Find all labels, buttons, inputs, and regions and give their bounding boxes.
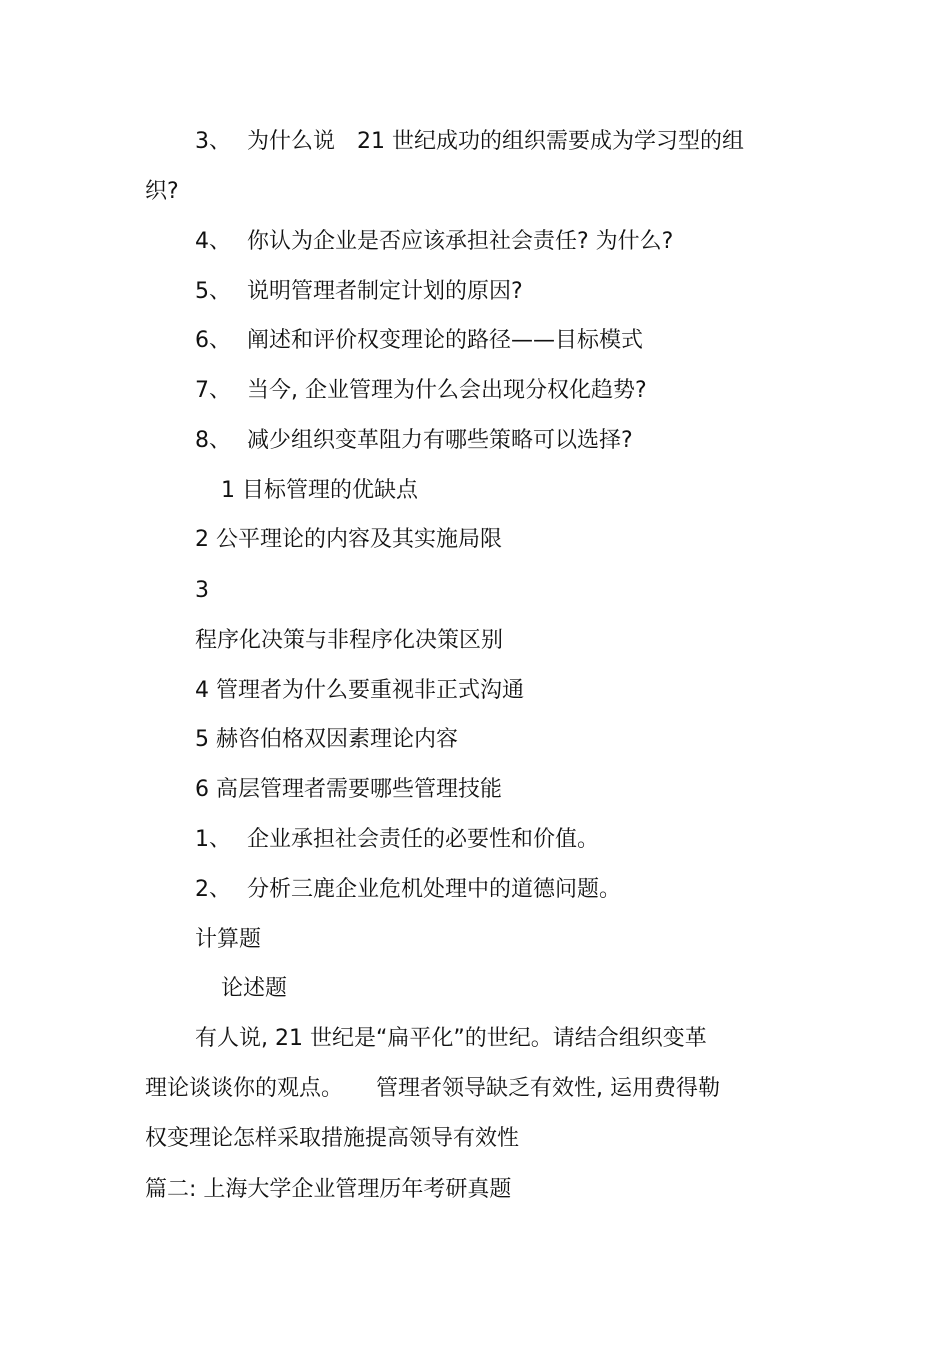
question-6 xyxy=(195,326,643,356)
short-item-3-text: 程序化决策与非程序化决策区别 xyxy=(195,628,504,653)
question-number: 7、 xyxy=(195,378,231,403)
section-heading-part2: 篇二: 上海大学企业管理历年考研真题 xyxy=(145,1177,512,1202)
essay-line-1: 有人说, 21 世纪是“扁平化”的世纪。请结合组织变革 xyxy=(195,1026,707,1051)
essay-line-3: 权变理论怎样采取措施提高领导有效性 xyxy=(145,1126,520,1151)
short-item-6: 6 高层管理者需要哪些管理技能 xyxy=(195,777,502,802)
question-number: 5、 xyxy=(195,279,231,304)
case-question-2 xyxy=(195,875,621,905)
short-item-2: 2 公平理论的内容及其实施局限 xyxy=(195,527,502,552)
question-number: 4、 xyxy=(195,229,231,254)
question-number: 8、 xyxy=(195,428,231,453)
question-number: 3、 xyxy=(195,129,231,154)
question-text: 企业承担社会责任的必要性和价值。 xyxy=(247,827,600,852)
short-item-5: 5 赫咨伯格双因素理论内容 xyxy=(195,727,458,752)
question-3 xyxy=(195,127,744,157)
short-item-3-number: 3 xyxy=(195,578,209,603)
question-text: 分析三鹿企业危机处理中的道德问题。 xyxy=(247,877,622,902)
short-item-1: 1 目标管理的优缺点 xyxy=(221,478,418,503)
essay-line-2: 理论谈谈你的观点。 管理者领导缺乏有效性, 运用费得勒 xyxy=(145,1076,720,1101)
question-number: 2、 xyxy=(195,877,231,902)
question-text: 减少组织变革阻力有哪些策略可以选择? xyxy=(247,428,633,453)
short-item-4: 4 管理者为什么要重视非正式沟通 xyxy=(195,678,524,703)
question-text: 说明管理者制定计划的原因? xyxy=(247,279,523,304)
section-calculation: 计算题 xyxy=(195,927,262,952)
question-number: 1、 xyxy=(195,827,231,852)
section-essay: 论述题 xyxy=(221,976,288,1001)
question-5 xyxy=(195,277,523,307)
question-8 xyxy=(195,426,633,456)
question-text: 为什么说 21 世纪成功的组织需要成为学习型的组 xyxy=(247,129,744,154)
question-number: 6、 xyxy=(195,328,231,353)
question-text: 当今, 企业管理为什么会出现分权化趋势? xyxy=(247,378,647,403)
question-text: 你认为企业是否应该承担社会责任? 为什么? xyxy=(247,229,674,254)
question-3-continuation: 织? xyxy=(145,179,179,204)
question-7 xyxy=(195,376,647,406)
question-text: 阐述和评价权变理论的路径——目标模式 xyxy=(247,328,644,353)
question-4 xyxy=(195,227,673,257)
case-question-1 xyxy=(195,825,599,855)
